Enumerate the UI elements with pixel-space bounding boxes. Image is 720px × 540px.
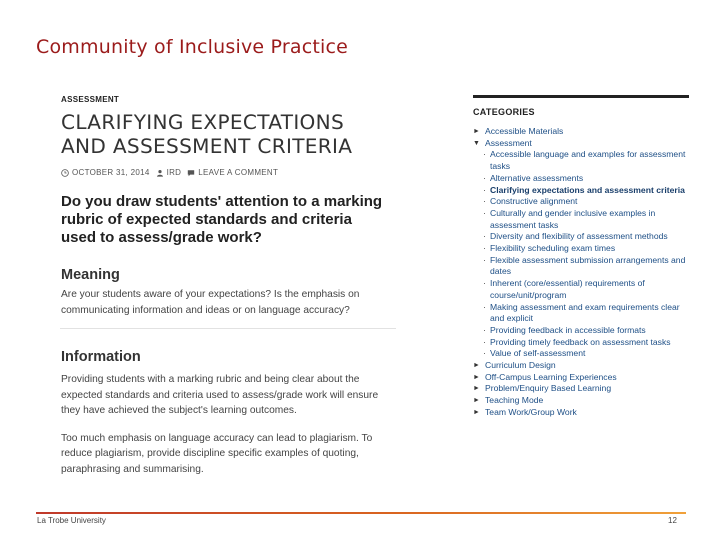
bullet-icon: ·: [483, 301, 486, 312]
subcategory-item[interactable]: [483, 337, 690, 349]
expand-triangle-icon[interactable]: ►: [473, 385, 480, 393]
subcategory-label: Accessible language and examples for assessment tasks: [490, 149, 686, 172]
category-label: Accessible Materials: [485, 126, 564, 136]
category-label: Teaching Mode: [485, 395, 544, 406]
subcategory-item[interactable]: [483, 325, 690, 337]
subcategory-label: Alternative assessments: [490, 172, 584, 183]
category-label: Team Work/Group Work: [485, 406, 577, 417]
subcategory-item[interactable]: [483, 243, 690, 255]
category-assessment[interactable]: [473, 138, 690, 150]
post-category-link[interactable]: ASSESSMENT: [61, 95, 120, 104]
subcategory-item[interactable]: [483, 196, 690, 208]
bullet-icon: ·: [483, 243, 486, 254]
subcategory-item[interactable]: [483, 278, 690, 301]
section-divider: [60, 328, 396, 329]
categories-sidebar: [473, 92, 690, 419]
post-date-text: OCTOBER 31, 2014: [72, 168, 150, 177]
subcategory-label: Providing timely feedback on assessment tasks: [490, 336, 671, 347]
sidebar-title: CATEGORIES: [473, 107, 535, 117]
post-date[interactable]: [61, 168, 150, 177]
bullet-icon: ·: [483, 196, 486, 207]
category-team-work[interactable]: [473, 407, 690, 419]
subcategory-item[interactable]: [483, 302, 690, 325]
expand-triangle-icon[interactable]: ►: [473, 408, 480, 416]
post-title-line-1: CLARIFYING EXPECTATIONS: [61, 111, 345, 134]
category-teaching-mode[interactable]: [473, 395, 690, 407]
information-heading: Information: [61, 349, 141, 365]
subcategory-label: Flexible assessment submission arrangements and dates: [490, 254, 686, 277]
user-icon: [156, 169, 164, 177]
expand-triangle-icon[interactable]: ►: [473, 373, 480, 381]
subcategory-label: Culturally and gender inclusive examples in assessment tasks: [490, 207, 656, 230]
post-meta: [61, 168, 398, 177]
subcategory-label: Inherent (core/essential) requirements of course/unit/program: [490, 278, 645, 300]
subcategory-item[interactable]: [483, 231, 690, 243]
subcategory-item-current[interactable]: [483, 185, 690, 197]
category-label: Assessment: [485, 137, 532, 148]
sidebar-rule: [473, 95, 689, 98]
post-author-text: IRD: [166, 168, 182, 177]
post-content: [58, 92, 398, 477]
post-title: [61, 111, 408, 159]
post-question: Do you draw students' attention to a marking rubric of expected standards and criteria used to assess/grade work?: [61, 193, 383, 246]
bullet-icon: ·: [483, 184, 486, 195]
subcategory-label: Providing feedback in accessible formats: [490, 324, 646, 335]
category-curriculum-design[interactable]: [473, 360, 690, 372]
subcategory-label: Making assessment and exam requirements clear and explicit: [490, 301, 680, 324]
bullet-icon: ·: [483, 336, 486, 347]
category-label: Curriculum Design: [485, 360, 556, 371]
subcategory-label: Clarifying expectations and assessment criteria: [490, 184, 685, 195]
assessment-subcategory-list: [473, 149, 690, 360]
bullet-icon: ·: [483, 172, 486, 183]
page-number: 12: [668, 516, 677, 525]
category-accessible-materials[interactable]: [473, 126, 690, 138]
category-off-campus[interactable]: [473, 372, 690, 384]
bullet-icon: ·: [483, 278, 486, 289]
footer-institution: La Trobe University: [37, 516, 106, 525]
slide-title: Community of Inclusive Practice: [36, 36, 349, 58]
webpage-screenshot: [58, 92, 690, 502]
leave-comment-link[interactable]: [187, 168, 278, 177]
footer-rule: [36, 512, 686, 514]
comment-icon: [187, 169, 195, 177]
information-paragraph-1: Providing students with a marking rubric and being clear about the expected standards and criteria used to assess/grade work will ensure they have achieved the subject's learning outcomes.: [61, 374, 379, 416]
subcategory-item[interactable]: [483, 255, 690, 278]
bullet-icon: ·: [483, 231, 486, 242]
category-list: [473, 126, 690, 419]
subcategory-item[interactable]: [483, 149, 690, 172]
bullet-icon: ·: [483, 207, 486, 218]
expand-triangle-icon[interactable]: ►: [473, 362, 480, 370]
subcategory-label: Value of self-assessment: [490, 348, 586, 359]
subcategory-item[interactable]: [483, 348, 690, 360]
expand-triangle-icon[interactable]: ►: [473, 397, 480, 405]
information-paragraph-2: Too much emphasis on language accuracy can lead to plagiarism. To reduce plagiarism, provide discipline specific examples of quoting, paraphrasing and summarising.: [61, 432, 373, 475]
category-label: Off-Campus Learning Experiences: [485, 371, 617, 382]
category-problem-enquiry[interactable]: [473, 383, 690, 395]
bullet-icon: ·: [483, 324, 486, 335]
bullet-icon: ·: [483, 149, 486, 160]
expand-triangle-icon[interactable]: ►: [473, 128, 480, 135]
subcategory-label: Constructive alignment: [490, 196, 578, 207]
subcategory-item[interactable]: [483, 208, 690, 231]
collapse-triangle-icon[interactable]: ▼: [473, 139, 480, 147]
subcategory-item[interactable]: [483, 173, 690, 185]
bullet-icon: ·: [483, 348, 486, 359]
category-label: Problem/Enquiry Based Learning: [485, 383, 612, 394]
leave-comment-text: LEAVE A COMMENT: [198, 168, 279, 177]
subcategory-label: Diversity and flexibility of assessment methods: [490, 231, 668, 242]
subcategory-label: Flexibility scheduling exam times: [490, 243, 616, 254]
meaning-heading: Meaning: [61, 267, 120, 283]
clock-icon: [61, 169, 69, 177]
post-author[interactable]: [156, 168, 182, 177]
post-title-line-2: AND ASSESSMENT CRITERIA: [61, 135, 353, 158]
meaning-text: Are your students aware of your expectations? Is the emphasis on communicating information and ideas or on language accuracy?: [61, 289, 360, 316]
bullet-icon: ·: [483, 254, 486, 265]
